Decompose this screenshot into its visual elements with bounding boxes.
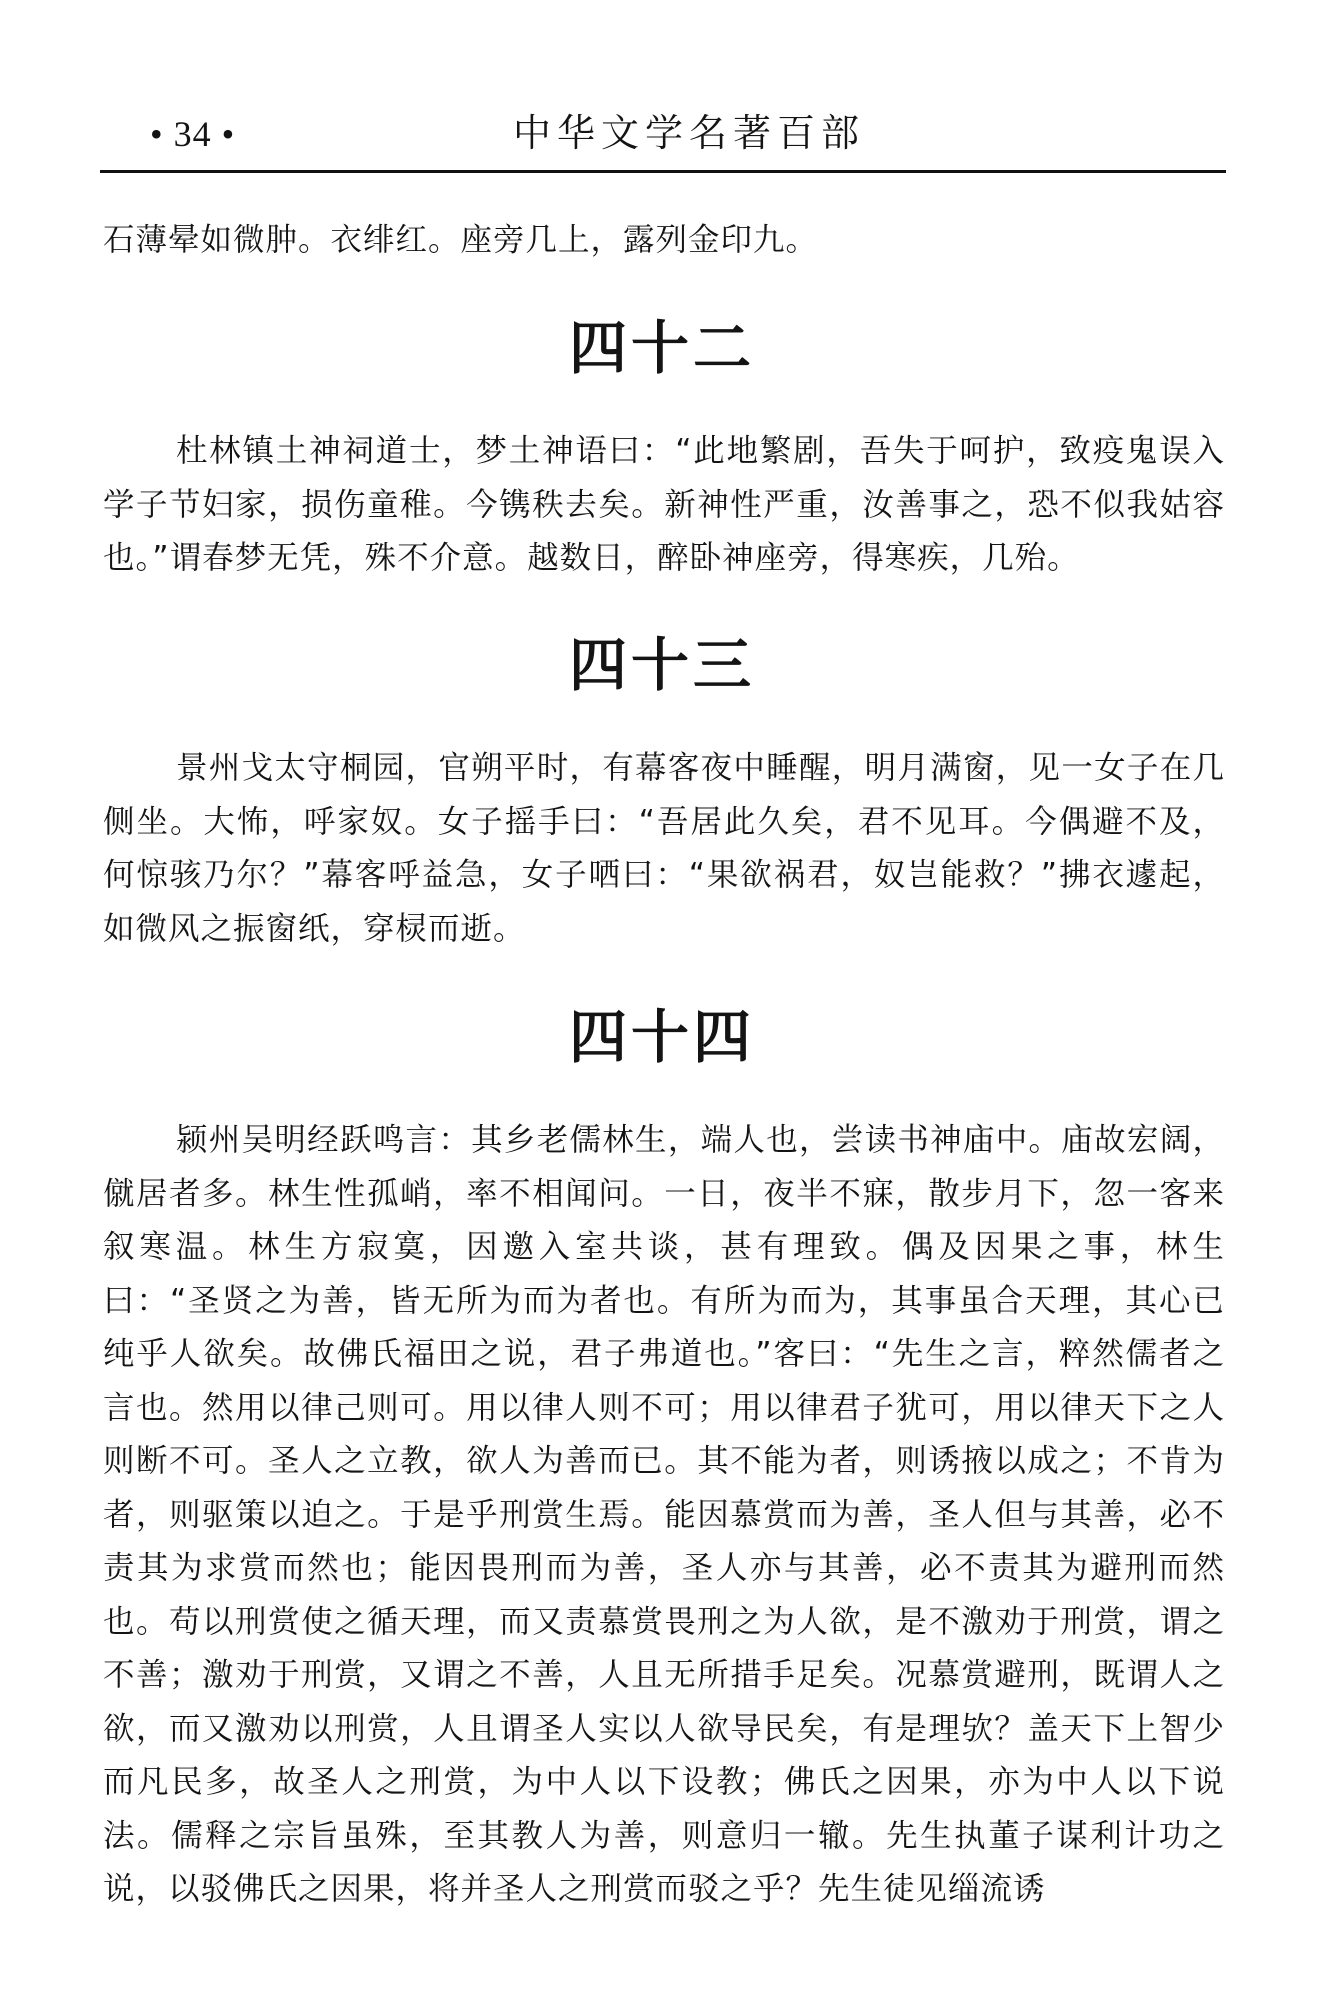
paragraph-text: 杜林镇土神祠道士，梦土神语曰：“此地繁剧，吾失于呵护，致疫鬼误入学子节妇家，损伤童稚。今镌秩去矣。新神性严重，汝善事之，恐不似我姑容也。”谓春梦无凭，殊不介意。越数日，醉卧神座旁，得寒疾，几殆。 bbox=[103, 433, 1225, 576]
header-rule bbox=[100, 170, 1226, 173]
carry-over-paragraph: 石薄晕如微肿。衣绯红。座旁几上，露列金印九。 bbox=[103, 222, 819, 258]
running-header bbox=[100, 108, 1226, 168]
section-paragraph-44 bbox=[103, 1114, 1225, 1917]
section-paragraph-42 bbox=[103, 425, 1225, 586]
section-heading-42: 四十二 bbox=[568, 314, 755, 382]
section-paragraph-43 bbox=[103, 742, 1225, 956]
paragraph-text: 景州戈太守桐园，官朔平时，有幕客夜中睡醒，明月满窗，见一女子在几侧坐。大怖，呼家奴。女子摇手曰：“吾居此久矣，君不见耳。今偶避不及，何惊骇乃尔？”幕客呼益急，女子哂曰：“果欲祸君，奴岂能救？”拂衣遽起，如微风之振窗纸，穿棂而逝。 bbox=[103, 750, 1225, 947]
book-title: 中华文学名著百部 bbox=[513, 111, 866, 155]
section-heading-43: 四十三 bbox=[568, 631, 755, 699]
paragraph-text: 颍州吴明经跃鸣言：其乡老儒林生，端人也，尝读书神庙中。庙故宏阔，僦居者多。林生性孤峭，率不相闻问。一日，夜半不寐，散步月下，忽一客来叙寒温。林生方寂寞，因邀入室共谈，甚有理致。偶及因果之事，林生曰：“圣贤之为善，皆无所为而为者也。有所为而为，其事虽合天理，其心已纯乎人欲矣。故佛氏福田之说，君子弗道也。”客曰：“先生之言，粹然儒者之言也。然用以律己则可。用以律人则不可；用以律君子犹可，用以律天下之人则断不可。圣人之立教，欲人为善而已。其不能为者，则诱掖以成之；不肯为者，则驱策以迫之。于是乎刑赏生焉。能因慕赏而为善，圣人但与其善，必不责其为求赏而然也；能因畏刑而为善，圣人亦与其善，必不责其为避刑而然也。苟以刑赏使之循天理，而又责慕赏畏刑之为人欲，是不激劝于刑赏，谓之不善；激劝于刑赏，又谓之不善，人且无所措手足矣。况慕赏避刑，既谓人之欲，而又激劝以刑赏，人且谓圣人实以人欲导民矣，有是理欤？盖天下上智少而凡民多，故圣人之刑赏，为中人以下设教；佛氏之因果，亦为中人以下说法。儒释之宗旨虽殊，至其教人为善，则意归一辙。先生执董子谋利计功之说，以驳佛氏之因果，将并圣人之刑赏而驳之乎？先生徒见缁流诱 bbox=[103, 1122, 1225, 1907]
section-heading-44: 四十四 bbox=[568, 1003, 755, 1071]
page-number: • 34 • bbox=[150, 114, 236, 154]
